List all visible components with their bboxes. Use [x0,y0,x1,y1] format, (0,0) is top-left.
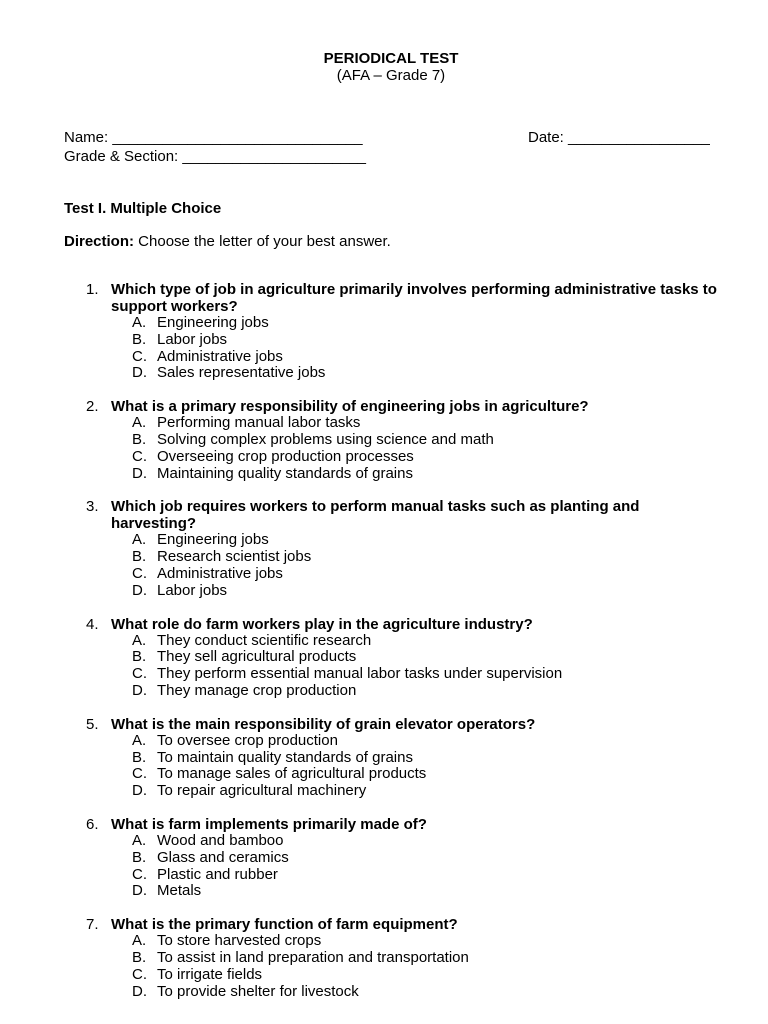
question-item [0,398,768,482]
page-subtitle: (AFA – Grade 7) [336,67,446,84]
answer-option [0,750,768,767]
question-list [0,281,768,1016]
answer-option [0,566,768,583]
option-text: Sales representative jobs [157,364,326,382]
option-text: To oversee crop production [157,731,338,749]
answer-option [0,883,768,900]
option-letter: B. [132,648,147,666]
option-text: Research scientist jobs [157,548,312,566]
option-letter: B. [132,430,147,448]
option-letter: C. [132,347,147,365]
option-letter: C. [132,765,147,783]
option-letter: B. [132,330,147,348]
option-letter: A. [132,731,147,749]
answer-option [0,466,768,483]
question-number: 5. [86,715,99,733]
question-item [0,616,768,700]
option-text: To assist in land preparation and transportation [157,948,469,966]
option-text: To manage sales of agricultural products [157,765,427,783]
page-title: PERIODICAL TEST [323,50,459,67]
option-letter: D. [132,782,147,800]
option-letter: D. [132,982,147,1000]
option-letter: C. [132,564,147,582]
option-letter: C. [132,965,147,983]
option-text: Plastic and rubber [157,865,278,883]
question-item [0,916,768,1000]
question-item [0,716,768,800]
answer-option [0,783,768,800]
grade-section-field: Grade & Section: ______________________ [64,148,366,165]
answer-option [0,666,768,683]
answer-options [0,532,768,599]
header [0,50,768,84]
option-letter: A. [132,831,147,849]
option-letter: A. [132,414,147,432]
question-number: 7. [86,916,99,934]
option-text: Engineering jobs [157,531,269,549]
answer-option [0,549,768,566]
grade-section-row [64,148,724,166]
answer-option [0,933,768,950]
option-letter: A. [132,631,147,649]
option-letter: D. [132,464,147,482]
answer-option [0,449,768,466]
answer-option [0,833,768,850]
option-letter: C. [132,447,147,465]
answer-option [0,967,768,984]
answer-option [0,332,768,349]
answer-option [0,867,768,884]
option-text: Performing manual labor tasks [157,414,361,432]
option-text: They conduct scientific research [157,631,372,649]
option-text: They perform essential manual labor tasks under supervision [157,665,563,683]
direction-label: Direction: [64,233,135,250]
answer-options [0,833,768,900]
option-text: Engineering jobs [157,314,269,331]
option-text: Solving complex problems using science and math [157,430,494,448]
answer-option [0,683,768,700]
answer-option [0,349,768,366]
option-letter: D. [132,681,147,699]
name-date-row [64,129,724,147]
answer-option [0,583,768,600]
answer-option [0,984,768,1001]
option-text: Labor jobs [157,330,228,348]
answer-option [0,532,768,549]
answer-option [0,315,768,332]
question-number: 6. [86,815,99,833]
option-text: To repair agricultural machinery [157,782,367,800]
option-letter: B. [132,848,147,866]
question-text: What is farm implements primarily made of? [111,815,427,833]
option-text: Maintaining quality standards of grains [157,464,413,482]
option-letter: D. [132,581,147,599]
question-number: 1. [86,281,99,298]
question-text: Which job requires workers to perform manual tasks such as planting and harvesting? [111,498,640,533]
question-item [0,816,768,900]
option-text: To store harvested crops [157,932,322,950]
option-text: To maintain quality standards of grains [157,748,413,766]
name-field: Name: ______________________________ [64,129,363,146]
option-text: Labor jobs [157,581,228,599]
question-text: What is a primary responsibility of engineering jobs in agriculture? [111,398,589,416]
answer-options [0,415,768,482]
question-number: 4. [86,615,99,633]
option-letter: C. [132,665,147,683]
option-letter: D. [132,882,147,900]
answer-option [0,950,768,967]
option-letter: A. [132,932,147,950]
option-text: They sell agricultural products [157,648,357,666]
option-letter: A. [132,314,147,331]
option-text: To provide shelter for livestock [157,982,359,1000]
question-text: What is the primary function of farm equipment? [111,916,458,934]
section-title: Test I. Multiple Choice [64,200,222,217]
answer-options [0,733,768,800]
answer-options [0,633,768,700]
answer-option [0,365,768,382]
question-number: 3. [86,498,99,516]
option-letter: B. [132,748,147,766]
answer-option [0,733,768,750]
question-item [0,498,768,599]
answer-option [0,766,768,783]
answer-option [0,649,768,666]
question-text: What role do farm workers play in the agriculture industry? [111,615,533,633]
option-text: Administrative jobs [157,564,283,582]
option-letter: C. [132,865,147,883]
option-text: Overseeing crop production processes [157,447,414,465]
option-letter: B. [132,948,147,966]
option-text: Metals [157,882,202,900]
question-text: What is the main responsibility of grain elevator operators? [111,715,536,733]
direction [64,233,391,251]
answer-option [0,415,768,432]
option-letter: D. [132,364,147,382]
answer-option [0,850,768,867]
answer-option [0,432,768,449]
option-text: They manage crop production [157,681,357,699]
question-item [0,281,768,382]
option-text: Glass and ceramics [157,848,289,866]
option-text: To irrigate fields [157,965,263,983]
option-text: Administrative jobs [157,347,283,365]
question-text: Which type of job in agriculture primarily involves performing administrative tasks to support workers? [111,281,717,315]
answer-option [0,633,768,650]
option-letter: B. [132,548,147,566]
answer-options [0,315,768,382]
direction-text: Choose the letter of your best answer. [134,233,391,250]
option-text: Wood and bamboo [157,831,284,849]
answer-options [0,933,768,1000]
date-field: Date: _________________ [528,129,710,146]
option-letter: A. [132,531,147,549]
question-number: 2. [86,398,99,416]
